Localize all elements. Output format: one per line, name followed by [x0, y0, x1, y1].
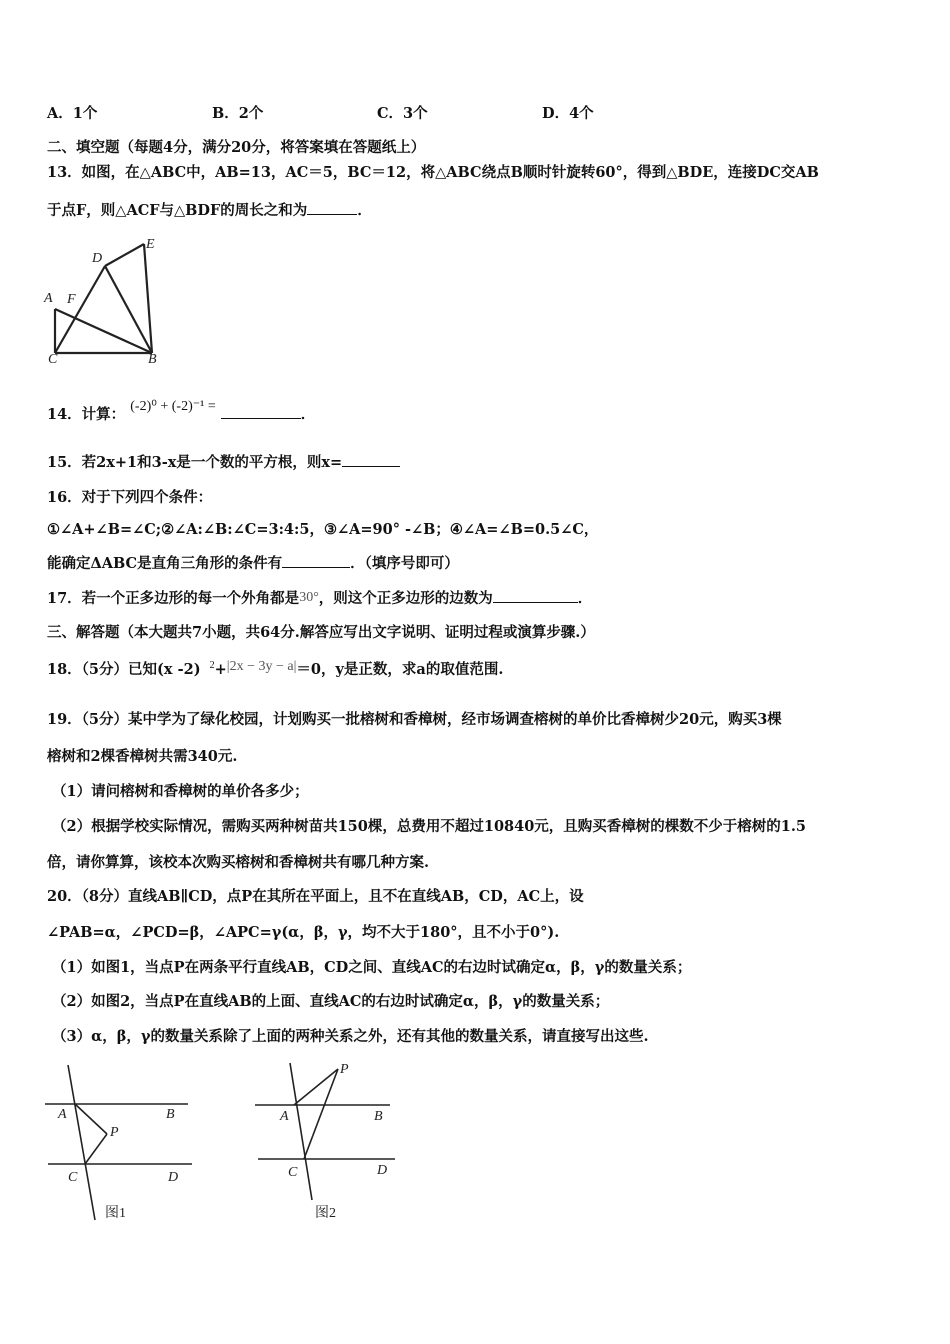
q18-plus: +: [214, 661, 227, 678]
q14-prefix: 14．计算：: [47, 406, 126, 423]
q20-figure-2: [250, 1055, 410, 1225]
fig1-label-a: A: [58, 1107, 67, 1122]
q14-line: [47, 399, 316, 424]
q19-part1: （1）请问榕树和香樟树的单价各多少；: [52, 783, 309, 800]
q18-prefix: 18．（5分）已知: [47, 661, 158, 678]
fig2-caption: 图2: [315, 1206, 336, 1221]
q16-suffix: ．（填序号即可）: [350, 555, 459, 572]
q18-formula2: |2x − 3y − a|: [226, 659, 297, 674]
q18-suffix: ＝0，y是正数，求a的取值范围.: [296, 661, 504, 678]
q14-formula: (-2)⁰ + (-2)⁻¹ =: [130, 399, 216, 414]
option-a: A．1个: [47, 105, 98, 122]
q13-label-c: C: [48, 352, 58, 367]
q17-line: [47, 587, 592, 608]
q14-blank: [221, 406, 301, 419]
option-c: C．3个: [377, 105, 428, 122]
q20-part1: （1）如图1，当点P在两条平行直线AB，CD之间、直线AC的右边时试确定α，β，γ的数量关系；: [52, 959, 692, 976]
q14-end: ．: [300, 406, 316, 423]
q13-line1: 13．如图，在△ABC中，AB=13，AC＝5，BC＝12，将△ABC绕点B顺时针旋转60°，得到△BDE，连接DC交AB: [47, 164, 819, 181]
q18-line: [47, 658, 503, 679]
fig2-label-d: D: [377, 1163, 388, 1178]
fig2-label-p: P: [340, 1062, 349, 1077]
fig1-label-c: C: [68, 1170, 78, 1185]
q13-line2: [47, 199, 372, 220]
q17-prefix: 17．若一个正多边形的每一个外角都是: [47, 590, 300, 607]
q13-label-a: A: [44, 291, 53, 306]
q13-end: ．: [357, 202, 372, 219]
q19-part2-line1: （2）根据学校实际情况，需购买两种树苗共150棵，总费用不超过10840元，且购买香樟树的棵数不少于榕树的1.5: [52, 818, 807, 835]
section-3-heading: 三、解答题（本大题共7小题，共64分.解答应写出文字说明、证明过程或演算步骤.）: [47, 624, 595, 641]
q13-text: 于点F，则△ACF与△BDF的周长之和为: [47, 202, 308, 219]
q13-label-e: E: [146, 237, 155, 252]
q13-label-d: D: [92, 251, 103, 266]
q17-end: ．: [577, 590, 593, 607]
fig1-caption: 图1: [105, 1206, 126, 1221]
section-2-heading: 二、填空题（每题4分，满分20分，将答案填在答题纸上）: [47, 139, 426, 156]
q15-text: 15．若2x+1和3-x是一个数的平方根，则x=: [47, 454, 343, 471]
q17-blank: [493, 590, 578, 603]
q19-line1: 19．（5分）某中学为了绿化校园，计划购买一批榕树和香樟树，经市场调查榕树的单价比香樟树少20元，购买3棵: [47, 711, 782, 728]
option-d: D．4个: [542, 105, 594, 122]
q13-blank: [307, 202, 357, 215]
fig2-label-a: A: [280, 1109, 289, 1124]
q20-part2: （2）如图2，当点P在直线AB的上面、直线AC的右边时试确定α，β，γ的数量关系；: [52, 993, 610, 1010]
q18-exponent: 2: [209, 660, 215, 672]
q16-line1: 16．对于下列四个条件：: [47, 489, 213, 506]
fig1-label-p: P: [110, 1125, 119, 1140]
q13-label-b: B: [148, 352, 157, 367]
q17-angle: 30°: [299, 590, 319, 605]
fig2-label-b: B: [374, 1109, 383, 1124]
q16-prefix: 能确定ΔABC是直角三角形的条件有: [47, 555, 283, 572]
q20-figure-1: [40, 1060, 200, 1230]
fig1-label-d: D: [168, 1170, 179, 1185]
q17-mid: ，则这个正多边形的边数为: [318, 590, 493, 607]
q20-line1: 20．（8分）直线AB∥CD，点P在其所在平面上，且不在直线AB，CD，AC上，设: [47, 888, 584, 905]
q19-part2-line2: 倍，请你算算，该校本次购买榕树和香樟树共有哪几种方案.: [47, 854, 430, 871]
q20-line2: ∠PAB=α，∠PCD=β，∠APC=γ(α，β，γ，均不大于180°，且不小于0°).: [47, 924, 560, 941]
q19-line2: 榕树和2棵香樟树共需340元.: [47, 748, 238, 765]
fig2-label-c: C: [288, 1165, 298, 1180]
q16-blank: [282, 555, 350, 568]
q20-part3: （3）α，β，γ的数量关系除了上面的两种关系之外，还有其他的数量关系，请直接写出这些.: [52, 1028, 649, 1045]
q15-blank: [342, 454, 400, 467]
q13-figure: [40, 232, 170, 367]
fig1-label-b: B: [166, 1107, 175, 1122]
q18-formula1: (x -2): [157, 661, 201, 678]
q16-line3: [47, 552, 459, 573]
q16-line2: ①∠A+∠B=∠C;②∠A:∠B:∠C=3:4:5，③∠A=90° -∠B；④∠A=∠B=0.5∠C，: [47, 521, 599, 538]
q15-line: [47, 451, 400, 472]
option-b: B．2个: [212, 105, 264, 122]
q13-label-f: F: [67, 292, 76, 307]
